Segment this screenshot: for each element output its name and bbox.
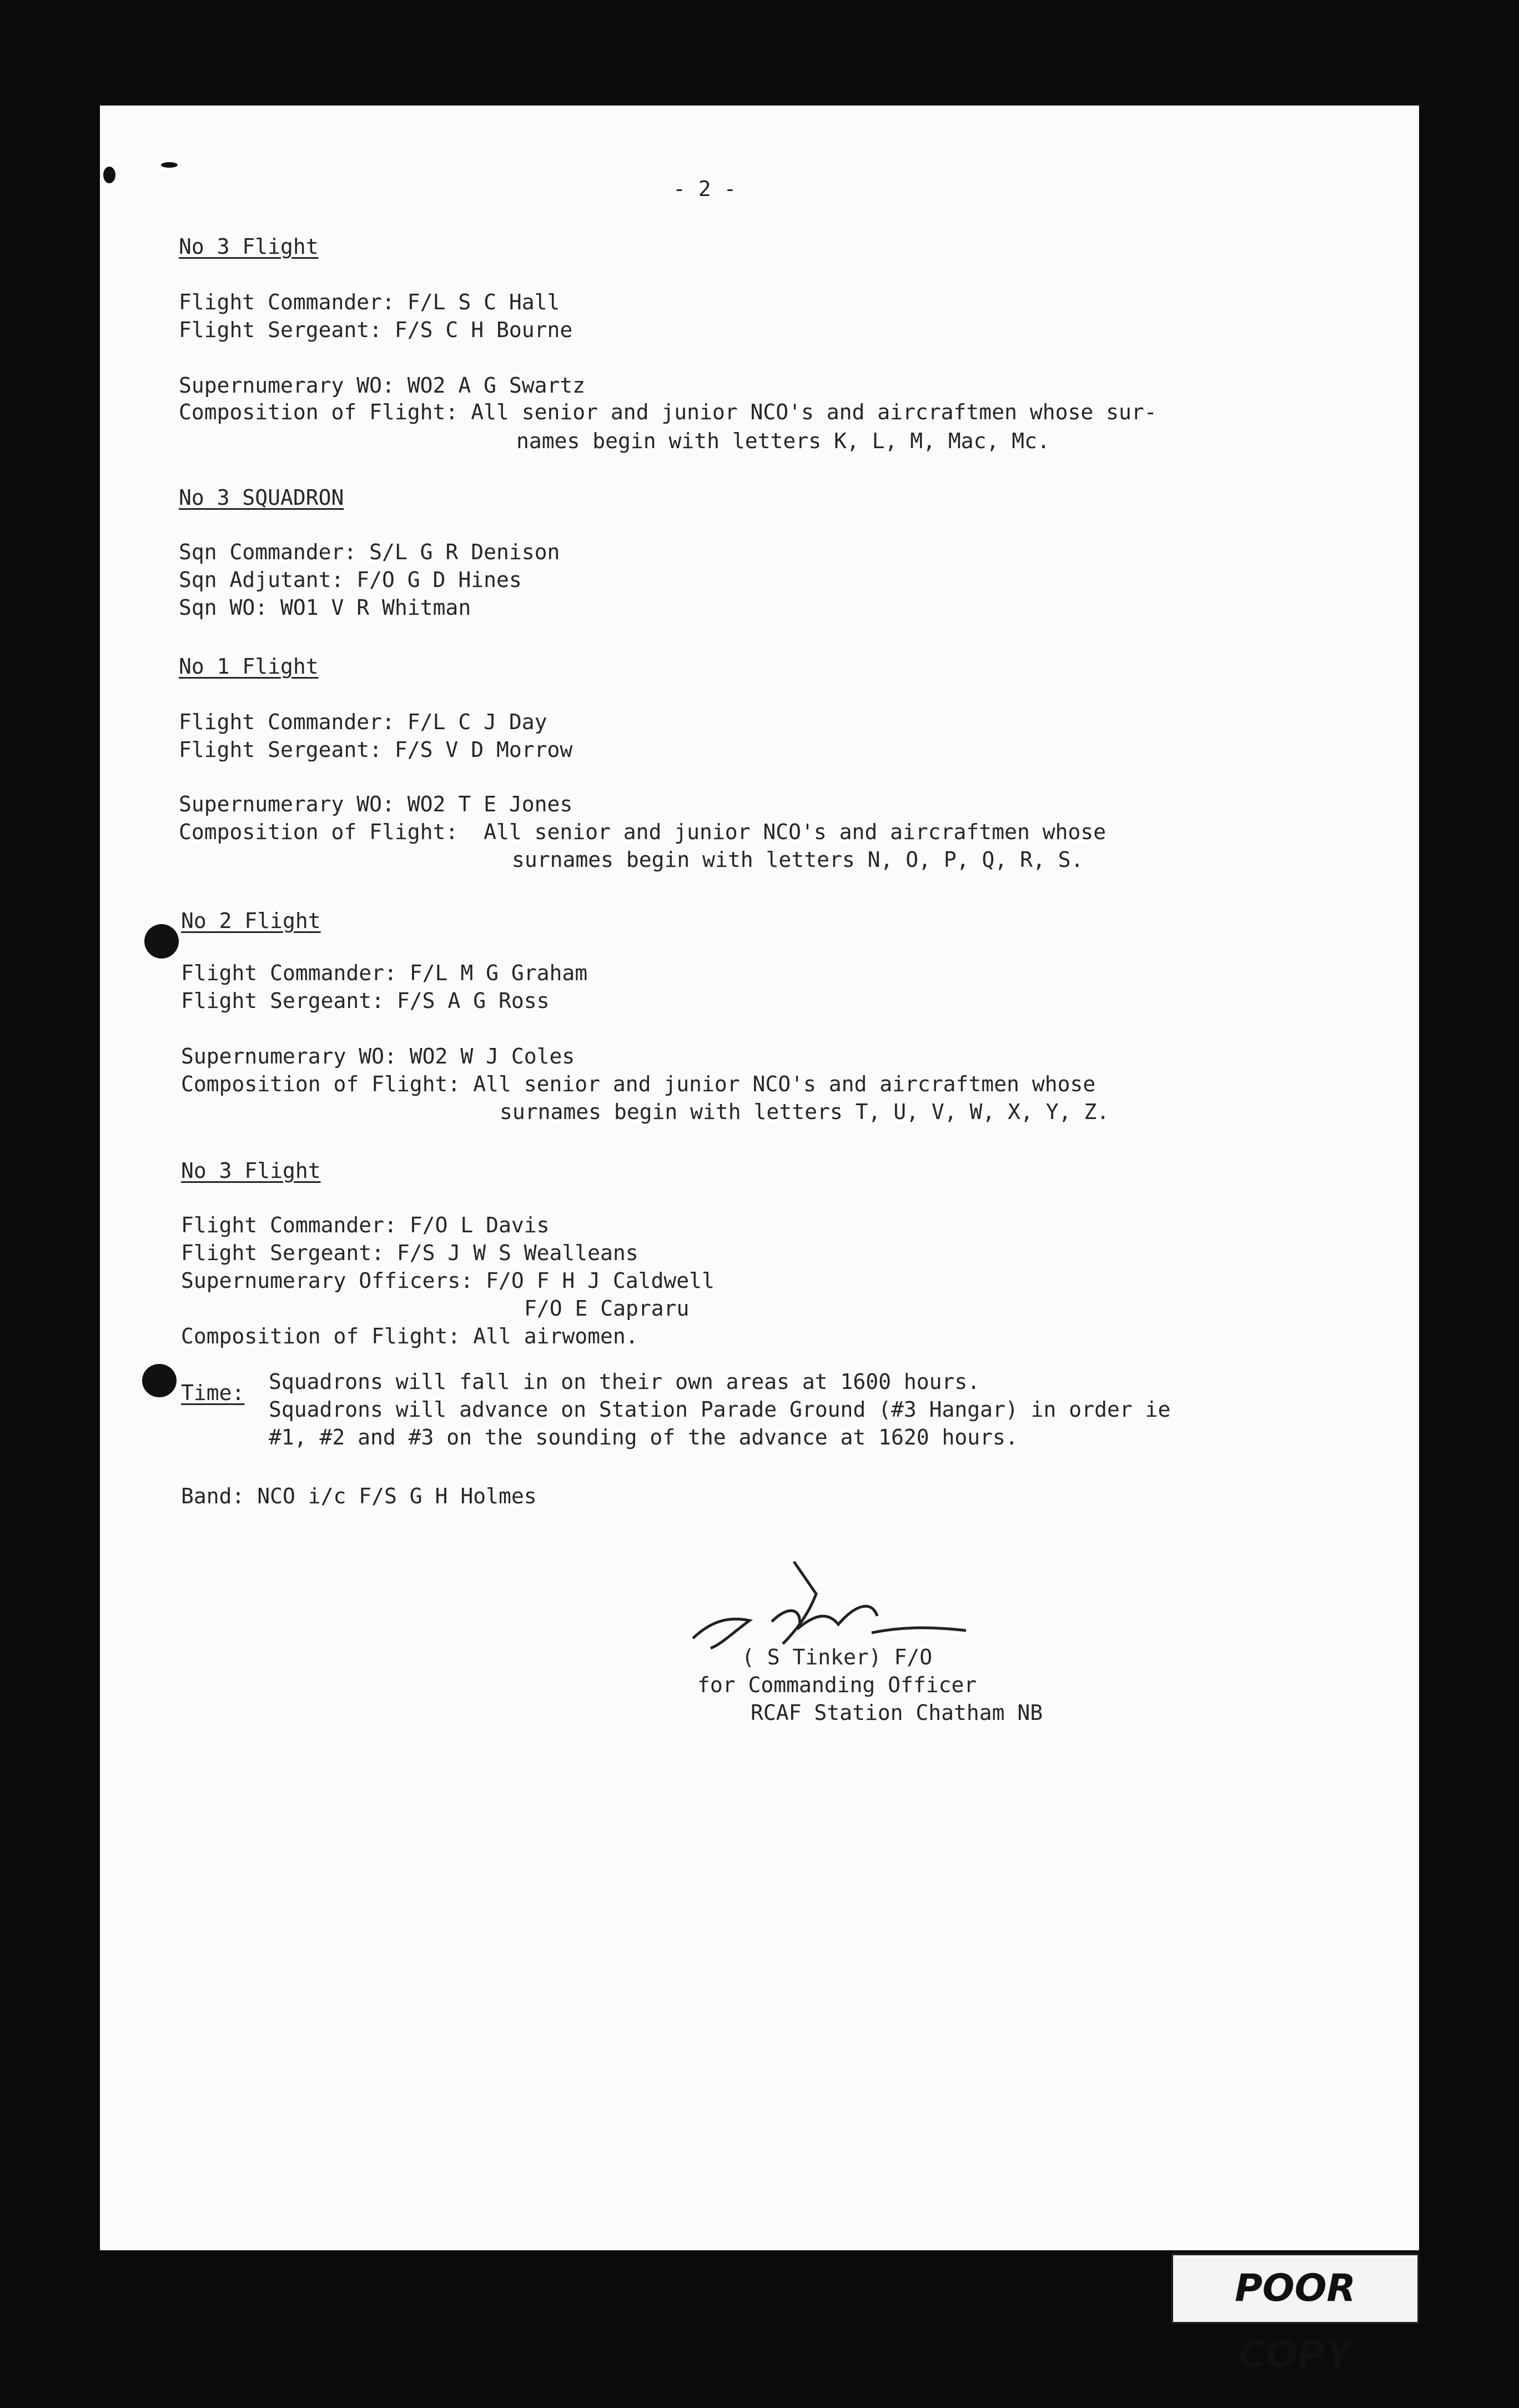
composition-continuation: surnames begin with letters T, U, V, W, X, Y, Z. [500,1100,1110,1124]
composition-line: Composition of Flight: All senior and junior NCO's and aircraftmen whose sur- [179,400,1157,424]
section-heading: No 2 Flight [181,909,321,933]
flight-sergeant-line: Flight Sergeant: F/S A G Ross [181,989,550,1013]
composition-line: Composition of Flight: All senior and junior NCO's and aircraftmen whose [181,1072,1096,1096]
time-line: Squadrons will advance on Station Parade Ground (#3 Hangar) in order ie [269,1397,1171,1422]
time-line: Squadrons will fall in on their own areas at 1600 hours. [269,1369,980,1394]
flight-sergeant-line: Flight Sergeant: F/S J W S Wealleans [181,1241,638,1265]
squadron-commander-line: Sqn Commander: S/L G R Denison [179,540,560,564]
ink-speck [103,167,115,183]
squadron-adjutant-line: Sqn Adjutant: F/O G D Hines [179,568,522,592]
section-heading: No 3 Flight [179,234,319,259]
supernumerary-officers-line: Supernumerary Officers: F/O F H J Caldwell [181,1268,715,1293]
supernumerary-line: Supernumerary WO: WO2 A G Swartz [179,373,586,398]
flight-commander-line: Flight Commander: F/L C J Day [179,710,547,734]
section-heading: No 3 Flight [181,1158,321,1183]
composition-line: Composition of Flight: All senior and junior NCO's and aircraftmen whose [179,820,1106,844]
flight-commander-line: Flight Commander: F/L S C Hall [179,290,560,314]
supernumerary-line: Supernumerary WO: WO2 W J Coles [181,1044,575,1068]
supernumerary-officers-continuation: F/O E Capraru [524,1296,690,1321]
band-line: Band: NCO i/c F/S G H Holmes [181,1484,537,1508]
flight-commander-line: Flight Commander: F/L M G Graham [181,961,588,985]
time-label: Time: [181,1381,245,1405]
squadron-wo-line: Sqn WO: WO1 V R Whitman [179,595,471,620]
signature-station-line: RCAF Station Chatham NB [751,1700,1043,1725]
composition-continuation: names begin with letters K, L, M, Mac, Mc. [516,429,1050,453]
signature-name-line: ( S Tinker) F/O [742,1645,933,1669]
flight-sergeant-line: Flight Sergeant: F/S V D Morrow [179,738,573,762]
page-number: - 2 - [673,177,737,201]
flight-sergeant-line: Flight Sergeant: F/S C H Bourne [179,318,573,342]
composition-line: Composition of Flight: All airwomen. [181,1324,638,1348]
ink-speck [161,162,178,168]
composition-continuation: surnames begin with letters N, O, P, Q, R, S. [512,847,1084,872]
section-heading: No 1 Flight [179,654,319,679]
punch-hole-mark [144,924,179,959]
time-line: #1, #2 and #3 on the sounding of the advance at 1620 hours. [269,1425,1018,1449]
flight-commander-line: Flight Commander: F/O L Davis [181,1213,550,1237]
poor-copy-stamp: POOR COPY [1171,2254,1419,2324]
supernumerary-line: Supernumerary WO: WO2 T E Jones [179,792,573,816]
squadron-heading: No 3 SQUADRON [179,485,344,510]
punch-hole-mark [142,1364,177,1397]
signature-title-line: for Commanding Officer [697,1673,977,1697]
